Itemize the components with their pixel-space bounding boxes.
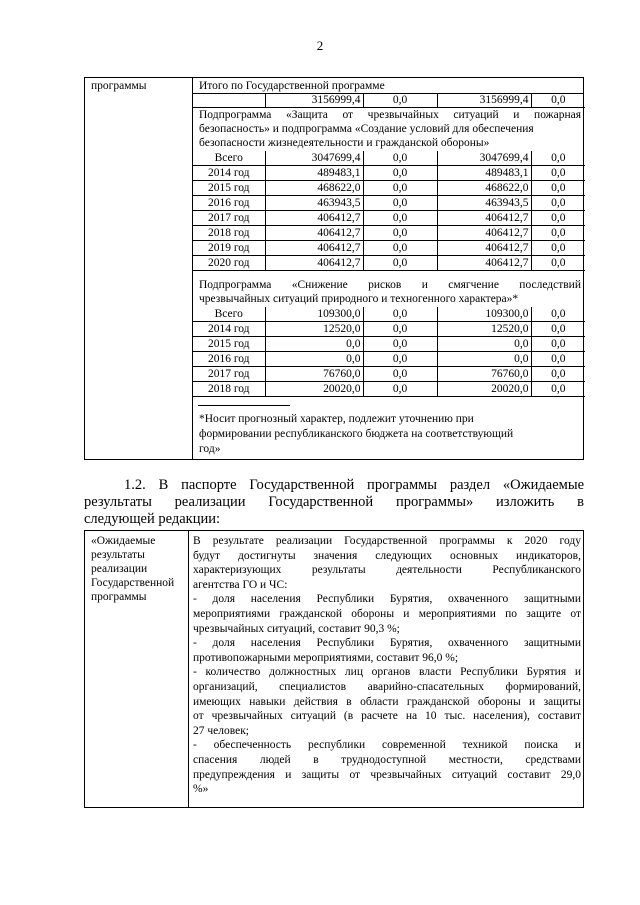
value-cell: 0,0 bbox=[531, 307, 585, 322]
table-row bbox=[193, 322, 585, 337]
value-cell: 0,0 bbox=[363, 322, 437, 337]
left-label: программы bbox=[91, 80, 147, 92]
results-line: предупреждения и защиты от чрезвычайных ситуаций составит 29,0 bbox=[193, 768, 581, 781]
results-line: агентства ГО и ЧС: bbox=[193, 578, 288, 591]
left-label-line: программы bbox=[91, 591, 147, 603]
year-cell: 2017 год bbox=[193, 367, 265, 382]
results-line: В результате реализации Государственной программы к 2020 году bbox=[193, 535, 581, 547]
value-cell: 3047699,4 bbox=[265, 151, 363, 166]
results-line: %» bbox=[193, 783, 209, 796]
results-line: характеризующих результаты деятельности Республиканского bbox=[193, 564, 581, 577]
value-cell: 406412,7 bbox=[265, 211, 363, 226]
sub1-table bbox=[193, 151, 585, 271]
value-cell: 0,0 bbox=[531, 181, 585, 196]
value-cell: 0,0 bbox=[265, 337, 363, 352]
value-cell: 0,0 bbox=[363, 241, 437, 256]
table-row bbox=[193, 93, 585, 108]
table-row bbox=[193, 151, 585, 166]
results-line: противопожарными мероприятиями, составит 96,0 %; bbox=[193, 651, 459, 664]
value-cell: 109300,0 bbox=[265, 307, 363, 322]
table-row bbox=[193, 166, 585, 181]
paragraph-line3: следующей редакции: bbox=[84, 511, 221, 527]
year-cell: 2014 год bbox=[193, 166, 265, 181]
value-cell: 0,0 bbox=[363, 196, 437, 211]
funding-table bbox=[84, 77, 584, 460]
value-cell: 0,0 bbox=[363, 352, 437, 367]
results-line: чрезвычайных ситуаций, составит 90,3 %; bbox=[193, 622, 400, 635]
year-cell: 2014 год bbox=[193, 322, 265, 337]
table-row bbox=[193, 367, 585, 382]
results-line: - доля населения Республики Бурятия, охваченного защитными bbox=[193, 637, 581, 650]
value-cell: 489483,1 bbox=[265, 166, 363, 181]
footnote-line1: *Носит прогнозный характер, подлежит уточнению при bbox=[199, 413, 474, 425]
left-label-line: результаты bbox=[91, 549, 145, 561]
value-cell: 406412,7 bbox=[265, 241, 363, 256]
cell: 0,0 bbox=[363, 93, 437, 108]
page-number: 2 bbox=[316, 38, 324, 53]
value-cell: 468622,0 bbox=[437, 181, 531, 196]
cell: 3156999,4 bbox=[437, 93, 531, 108]
left-label-cell bbox=[85, 78, 193, 459]
results-line: 27 человек; bbox=[193, 724, 250, 737]
value-cell: 12520,0 bbox=[265, 322, 363, 337]
value-cell: 463943,5 bbox=[265, 196, 363, 211]
cell: 3156999,4 bbox=[265, 93, 363, 108]
value-cell: 0,0 bbox=[363, 382, 437, 397]
table-row bbox=[193, 307, 585, 322]
left-label-line: реализации bbox=[91, 563, 148, 575]
expected-results-table bbox=[84, 530, 584, 808]
table-row bbox=[193, 241, 585, 256]
year-cell: 2017 год bbox=[193, 211, 265, 226]
footnote-rule bbox=[198, 405, 290, 406]
results-line: спасения людей в труднодоступной местности, средствами bbox=[193, 754, 581, 766]
total-row-table bbox=[193, 93, 585, 108]
year-cell: 2019 год bbox=[193, 241, 265, 256]
results-line: от чрезвычайных ситуаций (в расчете на 10 тыс. населения), составит bbox=[193, 710, 581, 723]
value-cell: 0,0 bbox=[531, 226, 585, 241]
value-cell: 0,0 bbox=[531, 256, 585, 271]
table-row bbox=[193, 337, 585, 352]
left-label-line: Государственной bbox=[91, 577, 175, 589]
sub1-title-line3: безопасности жизнедеятельности и гражданской обороны» bbox=[199, 137, 490, 149]
sub2-title-line2: чрезвычайных ситуаций природного и техногенного характера»* bbox=[199, 293, 519, 305]
value-cell: 0,0 bbox=[363, 367, 437, 382]
cell: 0,0 bbox=[531, 93, 585, 108]
year-cell: 2018 год bbox=[193, 226, 265, 241]
year-cell: Всего bbox=[193, 307, 265, 322]
value-cell: 0,0 bbox=[531, 322, 585, 337]
value-cell: 0,0 bbox=[531, 352, 585, 367]
cell bbox=[193, 93, 265, 108]
results-line: организаций, специалистов аварийно-спасательных формирований, bbox=[193, 681, 581, 693]
results-line: - обеспеченность республики современной техникой поиска и bbox=[193, 739, 581, 752]
value-cell: 463943,5 bbox=[437, 196, 531, 211]
results-line: имеющих навыки действия в области гражданской обороны и защиты bbox=[193, 695, 581, 708]
value-cell: 20020,0 bbox=[265, 382, 363, 397]
value-cell: 20020,0 bbox=[437, 382, 531, 397]
value-cell: 0,0 bbox=[437, 337, 531, 352]
value-cell: 0,0 bbox=[531, 241, 585, 256]
value-cell: 0,0 bbox=[363, 151, 437, 166]
value-cell: 0,0 bbox=[363, 181, 437, 196]
value-cell: 0,0 bbox=[531, 337, 585, 352]
left-label bbox=[91, 534, 174, 604]
year-cell: 2015 год bbox=[193, 337, 265, 352]
left-label-cell bbox=[85, 531, 189, 807]
table-row bbox=[193, 352, 585, 367]
table-row bbox=[193, 382, 585, 397]
value-cell: 76760,0 bbox=[437, 367, 531, 382]
value-cell: 0,0 bbox=[531, 166, 585, 181]
table-row bbox=[193, 256, 585, 271]
value-cell: 406412,7 bbox=[437, 256, 531, 271]
value-cell: 406412,7 bbox=[265, 256, 363, 271]
left-label-line: «Ожидаемые bbox=[91, 535, 156, 547]
value-cell: 0,0 bbox=[363, 256, 437, 271]
table-row bbox=[193, 211, 585, 226]
value-cell: 0,0 bbox=[363, 337, 437, 352]
value-cell: 0,0 bbox=[265, 352, 363, 367]
sub1-title-line1: Подпрограмма «Защита от чрезвычайных ситуаций и пожарная bbox=[199, 109, 581, 121]
value-cell: 0,0 bbox=[531, 367, 585, 382]
results-line: - количество должностных лиц органов власти Республики Бурятия и bbox=[193, 666, 581, 679]
table-row bbox=[193, 196, 585, 211]
results-line: - доля населения Республики Бурятия, охваченного защитными bbox=[193, 593, 581, 606]
value-cell: 406412,7 bbox=[437, 211, 531, 226]
value-cell: 406412,7 bbox=[265, 226, 363, 241]
year-cell: 2016 год bbox=[193, 352, 265, 367]
value-cell: 0,0 bbox=[531, 211, 585, 226]
sub2-title-line1: Подпрограмма «Снижение рисков и смягчение последствий bbox=[199, 279, 581, 291]
results-line: будут достигнуты значения следующих основных индикаторов, bbox=[193, 549, 581, 562]
footnote-line3: год» bbox=[199, 443, 221, 455]
footnote-line2: формировании республиканского бюджета на соответствующий bbox=[199, 428, 514, 440]
table-row bbox=[193, 181, 585, 196]
sub1-title-line2: безопасность» и подпрограмма «Создание условий для обеспечения bbox=[199, 123, 534, 135]
value-cell: 76760,0 bbox=[265, 367, 363, 382]
value-cell: 0,0 bbox=[531, 382, 585, 397]
value-cell: 109300,0 bbox=[437, 307, 531, 322]
results-line: мероприятиями гражданской обороны и мероприятиями по защите от bbox=[193, 608, 581, 620]
value-cell: 0,0 bbox=[363, 226, 437, 241]
value-cell: 406412,7 bbox=[437, 226, 531, 241]
year-cell: 2015 год bbox=[193, 181, 265, 196]
table-row bbox=[193, 226, 585, 241]
year-cell: 2016 год bbox=[193, 196, 265, 211]
value-cell: 0,0 bbox=[531, 196, 585, 211]
value-cell: 406412,7 bbox=[437, 241, 531, 256]
value-cell: 0,0 bbox=[363, 307, 437, 322]
year-cell: 2018 год bbox=[193, 382, 265, 397]
value-cell: 489483,1 bbox=[437, 166, 531, 181]
value-cell: 12520,0 bbox=[437, 322, 531, 337]
value-cell: 0,0 bbox=[437, 352, 531, 367]
value-cell: 0,0 bbox=[363, 166, 437, 181]
total-title: Итого по Государственной программе bbox=[199, 80, 385, 92]
value-cell: 468622,0 bbox=[265, 181, 363, 196]
year-cell: 2020 год bbox=[193, 256, 265, 271]
paragraph-line2: результаты реализации Государственной программы» изложить в bbox=[84, 494, 584, 510]
paragraph-line1: 1.2. В паспорте Государственной программы раздел «Ожидаемые bbox=[124, 477, 584, 493]
value-cell: 0,0 bbox=[531, 151, 585, 166]
value-cell: 0,0 bbox=[363, 211, 437, 226]
sub2-table bbox=[193, 307, 585, 397]
year-cell: Всего bbox=[193, 151, 265, 166]
value-cell: 3047699,4 bbox=[437, 151, 531, 166]
